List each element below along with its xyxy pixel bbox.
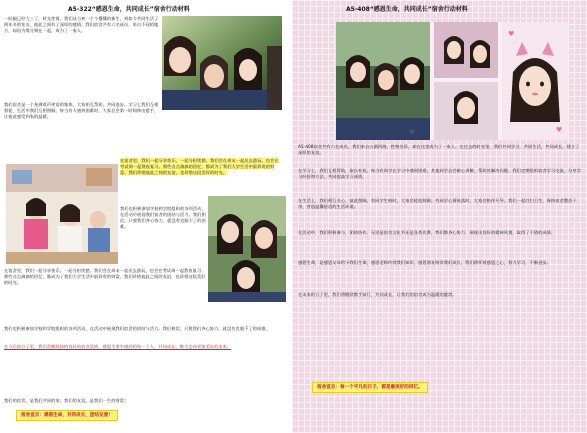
right-para-4: 在活动中，我们积极参与，团结协作。无论是宿舍文化节还是各类比赛，我们都齐心协力，展现出良好的精神风貌，取得了不错的成绩。 — [298, 230, 556, 235]
left-intro-text: 一眨眼已经大三了，时光荏苒，我们从当初一个个懵懂的新生，到如今共同生活了两年多的室友，彼此之间有了深厚的感情。我们宿舍共有六名成员，来自不同的地方，却因为缘分聚在一起，成为了一家人。 — [4, 16, 159, 34]
left-red-block — [4, 344, 286, 350]
friends-photo — [208, 196, 286, 302]
left-closing: 我们的宿舍，是我们共同的家；我们的友谊，是我们一生的财富！ — [4, 398, 129, 403]
right-page-title: A5-408“感恩生命，共同成长”宿舍行动材料 — [346, 6, 468, 13]
left-para-4: 我们也积极参加学校和学院组织的各项活动，在活动中展现我们宿舍的团结与活力。我们相信，只要我们齐心协力，就没有克服不了的困难。 — [120, 206, 206, 230]
right-para-5: 感恩生命，是感恩父母给予我们生命，感恩老师传授我们知识，感恩朋友陪伴我们成长。我们将怀着感恩之心，努力学习，不断进步。 — [298, 260, 551, 265]
left-highlight-text: 在宿舍里，我们一起分享快乐，一起分担忧愁。我们会在周末一起出去游玩，也会在考试周一起熬夜复习。那些点点滴滴的回忆，都成为了我们大学生活中最珍贵的财富。我们珍惜彼此之间的友谊，也珍惜这段美好的时光。 — [120, 158, 279, 176]
right-para-6: 在未来的日子里，我们将继续携手前行，共同成长，让我们的宿舍成为温暖的港湾。 — [298, 292, 457, 297]
left-para-3-cont: 在宿舍里，我们一起分享快乐，一起分担忧愁。我们会在周末一起出去游玩，也会在考试周一起熬夜复习。那些点点滴滴的回忆，都成为了我们大学生活中最珍贵的财富。我们珍惜彼此之间的友谊，也珍惜这段美好的时光。 — [4, 268, 206, 286]
left-red-text: 在今后的日子里，我们会继续保持良好的宿舍氛围，感恩生命中遇到的每一个人，共同成长，携手走向更加美好的未来。 — [4, 344, 232, 349]
left-footer-slogan: 宿舍宣言：感恩生命，共同成长，团结友爱！ — [16, 410, 118, 421]
right-footer-slogan: 宿舍宣言：每一个平凡的日子，都是最美好的回忆。 — [312, 382, 428, 393]
left-para-4-cont: 我们也积极参加学校和学院组织的各项活动，在活动中展现我们宿舍的团结与活力。我们相信，只要我们齐心协力，就没有克服不了的困难。 — [4, 326, 270, 331]
group-selfie-photo — [162, 16, 282, 110]
left-para-2: 我们宿舍是一个充满欢声笑语的集体，大家相互帮助，共同进步。学习上我们互相督促，生活中我们互相照顾。每当有人遇到困难时，大家总会第一时间伸出援手，让彼此感受到家的温暖。 — [4, 102, 159, 120]
svg-text:♡: ♡ — [410, 130, 415, 136]
svg-text:♥: ♥ — [556, 126, 563, 134]
right-para-2: 在学习上，我们互相帮助，取长补短。每当有同学在学习中遇到困难，其他同学总会耐心讲解，帮助其解决问题。我们定期组织宿舍学习交流，分享学习经验和方法，共同提高学习成绩。 — [298, 168, 581, 180]
right-para-3: 在生活上，我们相互关心，彼此照顾。有同学生病时，大家会轮流照顾；有同学心情低落时，大家会陪伴开导。我们一起打扫卫生，保持宿舍整洁干净，营造温馨舒适的生活环境。 — [298, 198, 577, 210]
left-page-title: A5-322“感恩生命，共同成长”宿舍行动材料 — [68, 6, 190, 13]
left-page — [0, 0, 290, 433]
svg-text:♥: ♥ — [508, 30, 515, 38]
classroom-photo — [6, 164, 118, 264]
left-highlight-block — [120, 158, 282, 176]
right-page — [292, 0, 587, 433]
photo-collage — [336, 22, 568, 140]
right-para-1: A5-408宿舍共有六名成员，我们来自五湖四海，性格各异，却在这里成为了一家人。在过去的时光里，我们共同学习，共同生活，共同成长，建立了深厚的友谊。 — [298, 144, 580, 156]
